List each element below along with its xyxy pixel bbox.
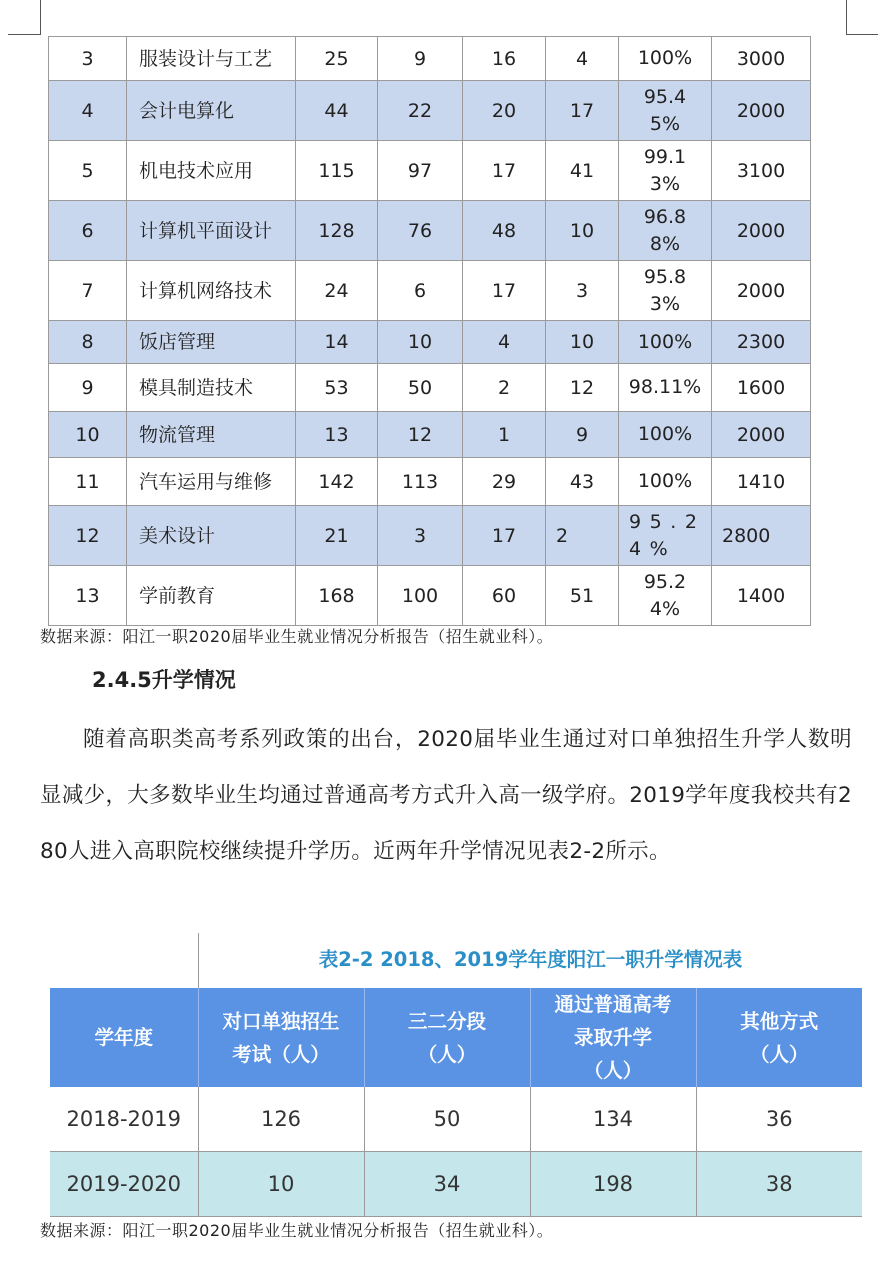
crop-mark-left-vertical bbox=[40, 0, 41, 34]
table-row bbox=[49, 364, 811, 412]
cell-value: 4 bbox=[546, 37, 619, 81]
cell-value: 12 bbox=[546, 364, 619, 412]
salary-value: 2000 bbox=[712, 412, 811, 458]
table-row bbox=[49, 458, 811, 506]
cell-value: 34 bbox=[364, 1152, 530, 1217]
cell-value: 50 bbox=[364, 1087, 530, 1152]
major-name: 会计电算化 bbox=[127, 81, 296, 141]
header-year: 学年度 bbox=[50, 988, 198, 1087]
salary-value: 1600 bbox=[712, 364, 811, 412]
cell-value: 3 bbox=[378, 506, 463, 566]
salary-value: 1410 bbox=[712, 458, 811, 506]
cell-value: 115 bbox=[296, 141, 378, 201]
row-number: 7 bbox=[49, 261, 127, 321]
salary-value: 3100 bbox=[712, 141, 811, 201]
row-number: 5 bbox=[49, 141, 127, 201]
header-three-two-stage: 三二分段 （人） bbox=[364, 988, 530, 1087]
cell-value: 3 bbox=[546, 261, 619, 321]
major-name: 模具制造技术 bbox=[127, 364, 296, 412]
header-other-methods: 其他方式 （人） bbox=[696, 988, 862, 1087]
cell-value: 22 bbox=[378, 81, 463, 141]
cell-value: 12 bbox=[378, 412, 463, 458]
table-row bbox=[49, 81, 811, 141]
employment-rate: 100% bbox=[619, 37, 712, 81]
row-number: 10 bbox=[49, 412, 127, 458]
major-name: 美术设计 bbox=[127, 506, 296, 566]
row-number: 9 bbox=[49, 364, 127, 412]
row-number: 11 bbox=[49, 458, 127, 506]
cell-value: 43 bbox=[546, 458, 619, 506]
cell-value: 51 bbox=[546, 566, 619, 626]
row-number: 4 bbox=[49, 81, 127, 141]
further-study-table bbox=[50, 988, 862, 1217]
employment-rate: 95.2 4% bbox=[619, 506, 712, 566]
crop-mark-left-horizontal bbox=[8, 34, 41, 35]
cell-value: 10 bbox=[546, 201, 619, 261]
salary-value: 2300 bbox=[712, 321, 811, 364]
cell-value: 17 bbox=[463, 506, 546, 566]
row-number: 6 bbox=[49, 201, 127, 261]
cell-value: 17 bbox=[463, 261, 546, 321]
row-number: 8 bbox=[49, 321, 127, 364]
cell-value: 198 bbox=[530, 1152, 696, 1217]
table-row bbox=[49, 141, 811, 201]
major-name: 学前教育 bbox=[127, 566, 296, 626]
employment-rate: 100% bbox=[619, 412, 712, 458]
header-general-exam: 通过普通高考 录取升学 （人） bbox=[530, 988, 696, 1087]
cell-value: 60 bbox=[463, 566, 546, 626]
table-caption: 表2-2 2018、2019学年度阳江一职升学情况表 bbox=[318, 948, 743, 971]
cell-value: 41 bbox=[546, 141, 619, 201]
data-source-note: 数据来源：阳江一职2020届毕业生就业情况分析报告（招生就业科）。 bbox=[40, 627, 554, 646]
cell-value: 48 bbox=[463, 201, 546, 261]
salary-value: 2000 bbox=[712, 81, 811, 141]
major-name: 计算机网络技术 bbox=[127, 261, 296, 321]
major-name: 汽车运用与维修 bbox=[127, 458, 296, 506]
cell-value: 29 bbox=[463, 458, 546, 506]
employment-rate: 100% bbox=[619, 321, 712, 364]
cell-value: 113 bbox=[378, 458, 463, 506]
cell-value: 13 bbox=[296, 412, 378, 458]
employment-rate: 95.8 3% bbox=[619, 261, 712, 321]
cell-value: 126 bbox=[198, 1087, 364, 1152]
cell-value: 50 bbox=[378, 364, 463, 412]
year-cell: 2018-2019 bbox=[50, 1087, 198, 1152]
employment-rate: 95.2 4% bbox=[619, 566, 712, 626]
header-single-admission: 对口单独招生 考试（人） bbox=[198, 988, 364, 1087]
cell-value: 10 bbox=[546, 321, 619, 364]
cell-value: 44 bbox=[296, 81, 378, 141]
cell-value: 97 bbox=[378, 141, 463, 201]
row-number: 12 bbox=[49, 506, 127, 566]
cell-value: 9 bbox=[378, 37, 463, 81]
cell-value: 53 bbox=[296, 364, 378, 412]
cell-value: 9 bbox=[546, 412, 619, 458]
cell-value: 10 bbox=[378, 321, 463, 364]
major-name: 物流管理 bbox=[127, 412, 296, 458]
cell-value: 20 bbox=[463, 81, 546, 141]
crop-mark-right-vertical bbox=[846, 0, 847, 34]
section-heading: 2.4.5升学情况 bbox=[92, 668, 236, 692]
cell-value: 6 bbox=[378, 261, 463, 321]
cell-value: 2 bbox=[463, 364, 546, 412]
table-row bbox=[49, 412, 811, 458]
employment-table bbox=[48, 36, 811, 626]
salary-value: 3000 bbox=[712, 37, 811, 81]
employment-rate: 95.4 5% bbox=[619, 81, 712, 141]
cell-value: 17 bbox=[463, 141, 546, 201]
cell-value: 2 bbox=[546, 506, 619, 566]
employment-rate: 99.1 3% bbox=[619, 141, 712, 201]
table-row bbox=[49, 261, 811, 321]
major-name: 饭店管理 bbox=[127, 321, 296, 364]
table-row bbox=[49, 506, 811, 566]
year-cell: 2019-2020 bbox=[50, 1152, 198, 1217]
table-row bbox=[50, 1087, 862, 1152]
salary-value: 1400 bbox=[712, 566, 811, 626]
table-row bbox=[49, 201, 811, 261]
cell-value: 17 bbox=[546, 81, 619, 141]
salary-value: 2000 bbox=[712, 201, 811, 261]
cell-value: 10 bbox=[198, 1152, 364, 1217]
row-number: 3 bbox=[49, 37, 127, 81]
cell-value: 168 bbox=[296, 566, 378, 626]
cell-value: 100 bbox=[378, 566, 463, 626]
cell-value: 38 bbox=[696, 1152, 862, 1217]
major-name: 计算机平面设计 bbox=[127, 201, 296, 261]
cell-value: 36 bbox=[696, 1087, 862, 1152]
cell-value: 21 bbox=[296, 506, 378, 566]
cell-value: 24 bbox=[296, 261, 378, 321]
crop-mark-right-horizontal bbox=[846, 34, 878, 35]
cell-value: 134 bbox=[530, 1087, 696, 1152]
employment-rate: 98.11% bbox=[619, 364, 712, 412]
employment-rate: 100% bbox=[619, 458, 712, 506]
major-name: 机电技术应用 bbox=[127, 141, 296, 201]
cell-value: 1 bbox=[463, 412, 546, 458]
cell-value: 128 bbox=[296, 201, 378, 261]
table-row bbox=[49, 37, 811, 81]
salary-value: 2000 bbox=[712, 261, 811, 321]
table-row bbox=[49, 566, 811, 626]
cell-value: 16 bbox=[463, 37, 546, 81]
major-name: 服装设计与工艺 bbox=[127, 37, 296, 81]
cell-value: 142 bbox=[296, 458, 378, 506]
employment-rate: 96.8 8% bbox=[619, 201, 712, 261]
row-number: 13 bbox=[49, 566, 127, 626]
table-row bbox=[49, 321, 811, 364]
data-source-note: 数据来源：阳江一职2020届毕业生就业情况分析报告（招生就业科）。 bbox=[40, 1221, 554, 1240]
cell-value: 25 bbox=[296, 37, 378, 81]
table-row bbox=[50, 1152, 862, 1217]
body-paragraph: 随着高职类高考系列政策的出台，2020届毕业生通过对口单独招生升学人数明显减少，大多数毕业生均通过普通高考方式升入高一级学府。2019学年度我校共有280人进入高职院校继续提升学历。近两年升学情况见表2-2所示。 bbox=[40, 727, 852, 864]
cell-value: 4 bbox=[463, 321, 546, 364]
salary-value: 2800 bbox=[712, 506, 811, 566]
cell-value: 76 bbox=[378, 201, 463, 261]
table-header-row bbox=[50, 988, 862, 1087]
cell-value: 14 bbox=[296, 321, 378, 364]
